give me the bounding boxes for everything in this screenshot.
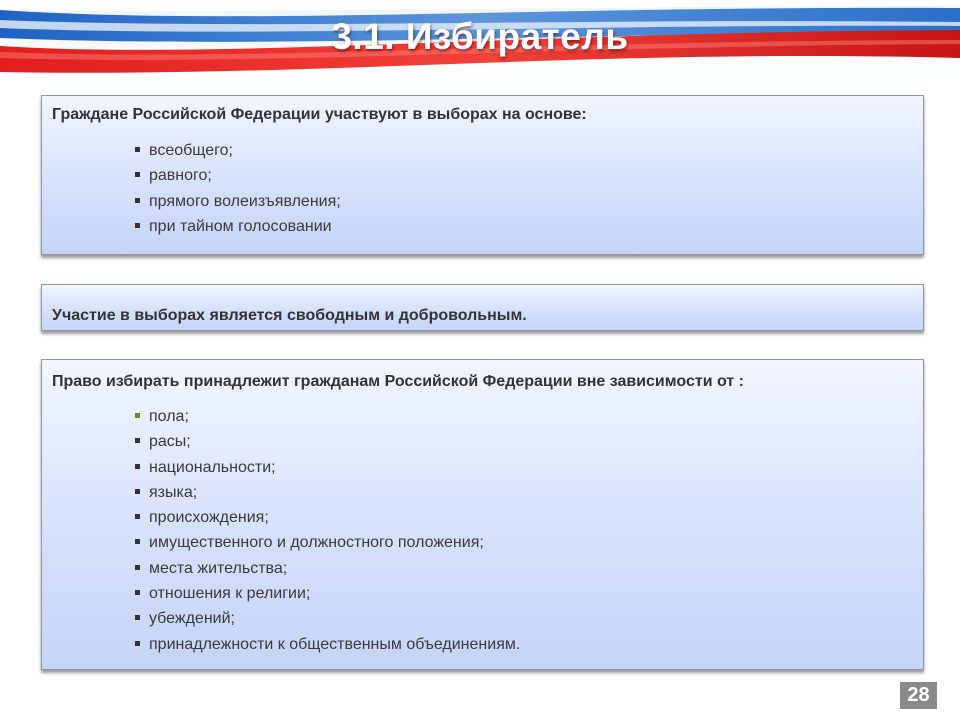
bullet-icon bbox=[135, 438, 140, 443]
list-item-text: равного; bbox=[149, 167, 212, 185]
voting-rights-heading: Право избирать принадлежит гражданам Российской Федерации вне зависимости от : bbox=[52, 373, 744, 390]
voluntary-participation-text: Участие в выборах является свободным и добровольным. bbox=[52, 307, 527, 324]
list-item-text: происхождения; bbox=[149, 509, 269, 527]
bullet-icon bbox=[135, 464, 140, 469]
voting-rights-list bbox=[135, 404, 520, 657]
list-item-text: национальности; bbox=[149, 458, 276, 476]
list-item-text: пола; bbox=[149, 408, 189, 425]
list-item bbox=[135, 581, 520, 606]
bullet-icon bbox=[135, 413, 140, 418]
voluntary-participation-box bbox=[41, 284, 924, 331]
list-item bbox=[135, 606, 520, 631]
page-number-badge: 28 bbox=[900, 682, 937, 709]
bullet-icon bbox=[135, 590, 140, 595]
bullet-icon bbox=[135, 489, 140, 494]
voting-principles-list bbox=[135, 138, 341, 239]
voting-rights-box bbox=[41, 359, 924, 670]
voting-principles-heading: Граждане Российской Федерации участвуют в выборах на основе: bbox=[52, 106, 587, 123]
bullet-icon bbox=[135, 198, 140, 203]
list-item bbox=[135, 480, 520, 505]
list-item bbox=[135, 556, 520, 581]
list-item-text: имущественного и должностного положения; bbox=[149, 534, 484, 552]
list-item-text: места жительства; bbox=[149, 559, 288, 577]
list-item bbox=[135, 530, 520, 555]
bullet-icon bbox=[135, 565, 140, 570]
list-item bbox=[135, 189, 341, 214]
list-item bbox=[135, 163, 341, 188]
list-item-text: прямого волеизъявления; bbox=[149, 192, 341, 210]
bullet-icon bbox=[135, 539, 140, 544]
list-item bbox=[135, 214, 341, 239]
voting-principles-box bbox=[41, 95, 924, 255]
bullet-icon bbox=[135, 514, 140, 519]
list-item-text: расы; bbox=[149, 433, 191, 451]
bullet-icon bbox=[135, 147, 140, 152]
list-item bbox=[135, 429, 520, 454]
list-item-text: отношения к религии; bbox=[149, 585, 311, 603]
list-item-text: всеобщего; bbox=[149, 142, 233, 159]
list-item-text: убеждений; bbox=[149, 610, 235, 628]
list-item-text: языка; bbox=[149, 483, 198, 501]
bullet-icon bbox=[135, 641, 140, 646]
list-item bbox=[135, 138, 341, 163]
list-item-text: принадлежности к общественным объединениям. bbox=[149, 635, 521, 653]
list-item bbox=[135, 505, 520, 530]
list-item bbox=[135, 632, 520, 657]
list-item bbox=[135, 455, 520, 480]
bullet-icon bbox=[135, 615, 140, 620]
bullet-icon bbox=[135, 172, 140, 177]
list-item-text: при тайном голосовании bbox=[149, 217, 332, 235]
slide-title: 3.1. Избиратель bbox=[331, 16, 629, 57]
flag-banner bbox=[0, 0, 960, 80]
bullet-icon bbox=[135, 223, 140, 228]
list-item bbox=[135, 404, 520, 429]
